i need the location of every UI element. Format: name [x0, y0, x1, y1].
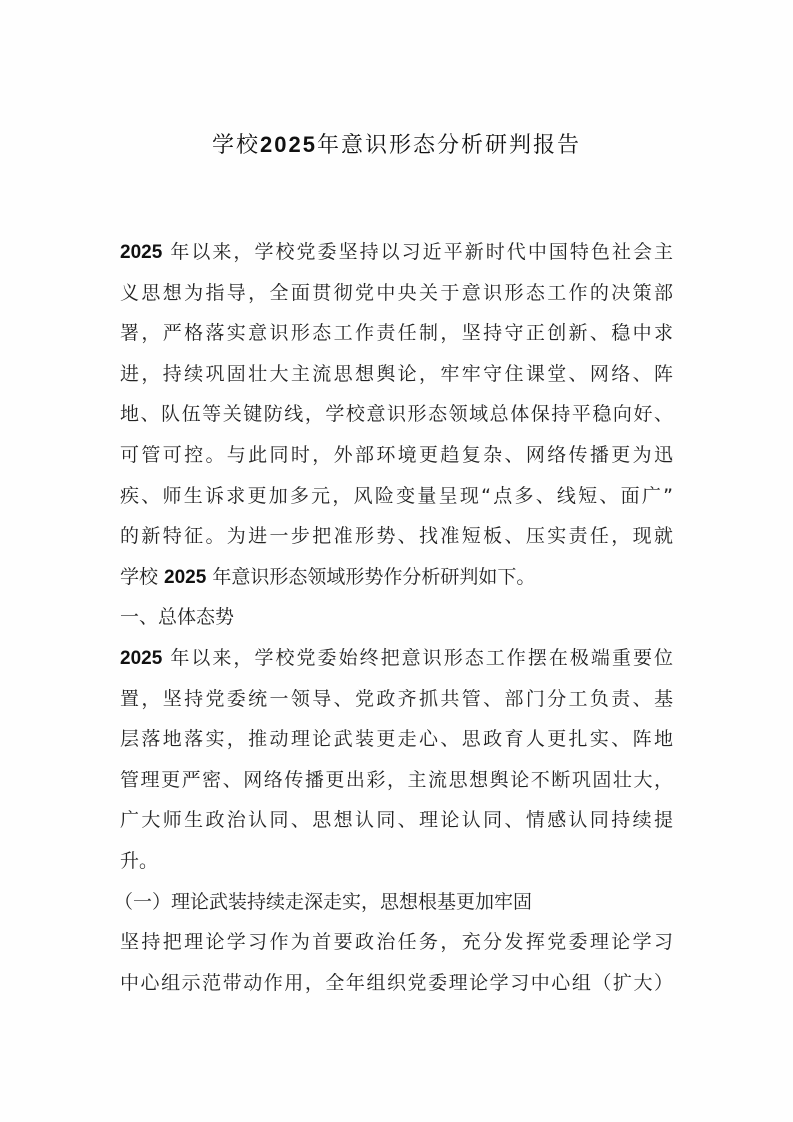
intro-line: 2025 年以来，学校党委坚持以习近平新时代中国特色社会主 [120, 241, 673, 263]
section-1-line: 广大师生政治认同、思想认同、理论认同、情感认同持续提 [120, 809, 673, 832]
subsection-line: 中心组示范带动作用，全年组织党委理论学习中心组（扩大） [120, 971, 673, 994]
title-prefix: 学校 [212, 133, 261, 158]
subsection-heading: （一）理论武装持续走深走实，思想根基更加牢固 [114, 890, 533, 913]
section-heading: 一、总体态势 [120, 606, 235, 629]
section-1-line: 层落地落实，推动理论武装更走心、思政育人更扎实、阵地 [120, 728, 673, 751]
section-1-line: 2025 年以来，学校党委始终把意识形态工作摆在极端重要位 [120, 646, 673, 669]
title-suffix: 年意识形态分析研判报告 [316, 133, 581, 158]
intro-line: 进，持续巩固壮大主流思想舆论，牢牢守住课堂、网络、阵 [120, 362, 673, 385]
intro-line: 学校 2025 年意识形态领域形势作分析研判如下。 [120, 565, 536, 588]
intro-line: 的新特征。为进一步把准形势、找准短板、压实责任，现就 [120, 525, 673, 548]
intro-line: 可管可控。与此同时，外部环境更趋复杂、网络传播更为迅 [120, 443, 673, 466]
document-title [0, 128, 793, 163]
subsection-line: 坚持把理论学习作为首要政治任务，充分发挥党委理论学习 [120, 931, 673, 954]
title-year: 2025 [260, 132, 317, 157]
intro-line: 地、队伍等关键防线，学校意识形态领域总体保持平稳向好、 [120, 403, 673, 426]
section-1-line: 管理更严密、网络传播更出彩，主流思想舆论不断巩固壮大， [120, 768, 673, 791]
section-1-line: 升。 [120, 849, 159, 872]
intro-line: 署，严格落实意识形态工作责任制，坚持守正创新、稳中求 [120, 322, 673, 345]
intro-line: 疾、师生诉求更加多元，风险变量呈现“点多、线短、面广” [120, 484, 673, 507]
section-1-line: 置，坚持党委统一领导、党政齐抓共管、部门分工负责、基 [120, 687, 673, 710]
document-body [114, 236, 673, 1007]
intro-line: 义思想为指导，全面贯彻党中央关于意识形态工作的决策部 [120, 281, 673, 304]
